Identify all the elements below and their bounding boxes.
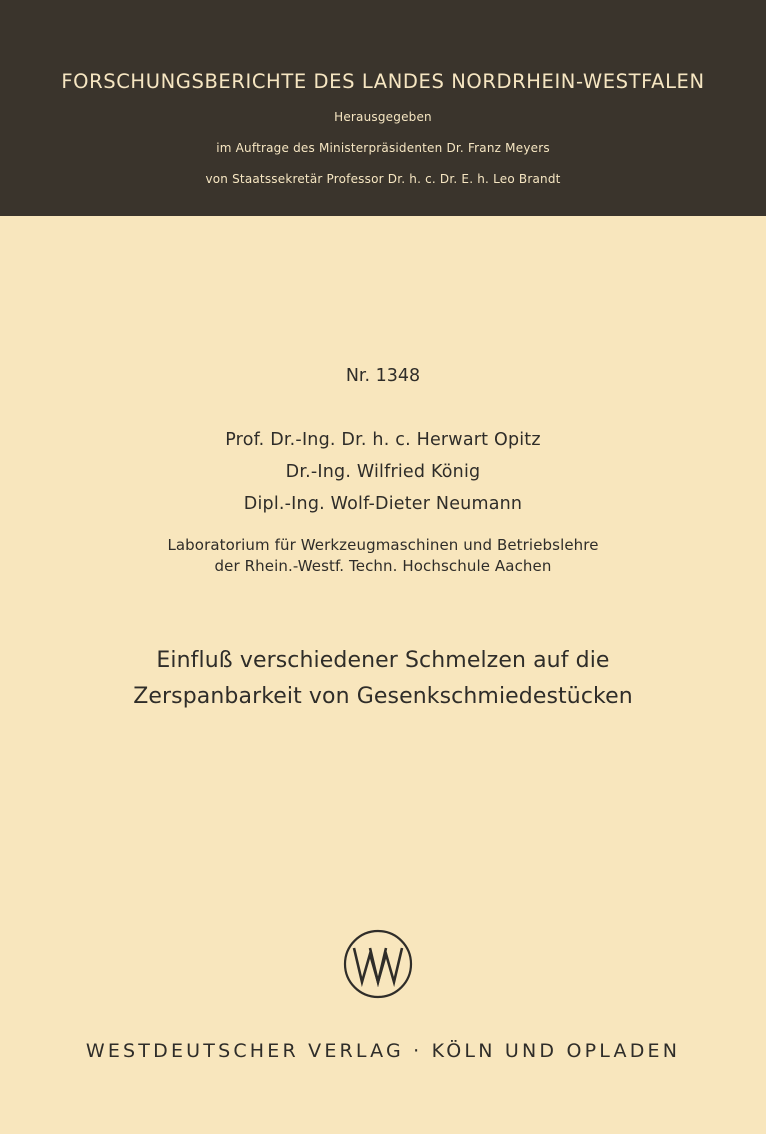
publisher-imprint: WESTDEUTSCHER VERLAG · KÖLN UND OPLADEN [85, 1040, 681, 1062]
author-2: Dr.-Ing. Wilfried König [285, 462, 481, 482]
series-title: FORSCHUNGSBERICHTE DES LANDES NORDRHEIN-WESTFALEN [61, 70, 705, 93]
institution-line-1: Laboratorium für Werkzeugmaschinen und Betriebslehre [167, 536, 599, 554]
issue-number: Nr. 1348 [345, 366, 421, 386]
editor-line-2: von Staatssekretär Professor Dr. h. c. Dr. E. h. Leo Brandt [205, 172, 561, 186]
editor-heading: Herausgegeben [334, 110, 432, 124]
author-3: Dipl.-Ing. Wolf-Dieter Neumann [243, 494, 523, 514]
book-title-line-2: Zerspanbarkeit von Gesenkschmiedestücken [133, 684, 633, 709]
book-title-line-1: Einfluß verschiedener Schmelzen auf die [156, 648, 610, 673]
institution-line-2: der Rhein.-Westf. Techn. Hochschule Aachen [214, 557, 552, 575]
editor-line-1: im Auftrage des Ministerpräsidenten Dr. Franz Meyers [216, 141, 550, 155]
header-band [0, 0, 766, 216]
author-1: Prof. Dr.-Ing. Dr. h. c. Herwart Opitz [225, 430, 541, 450]
publisher-ww-logo-icon [342, 928, 414, 1000]
